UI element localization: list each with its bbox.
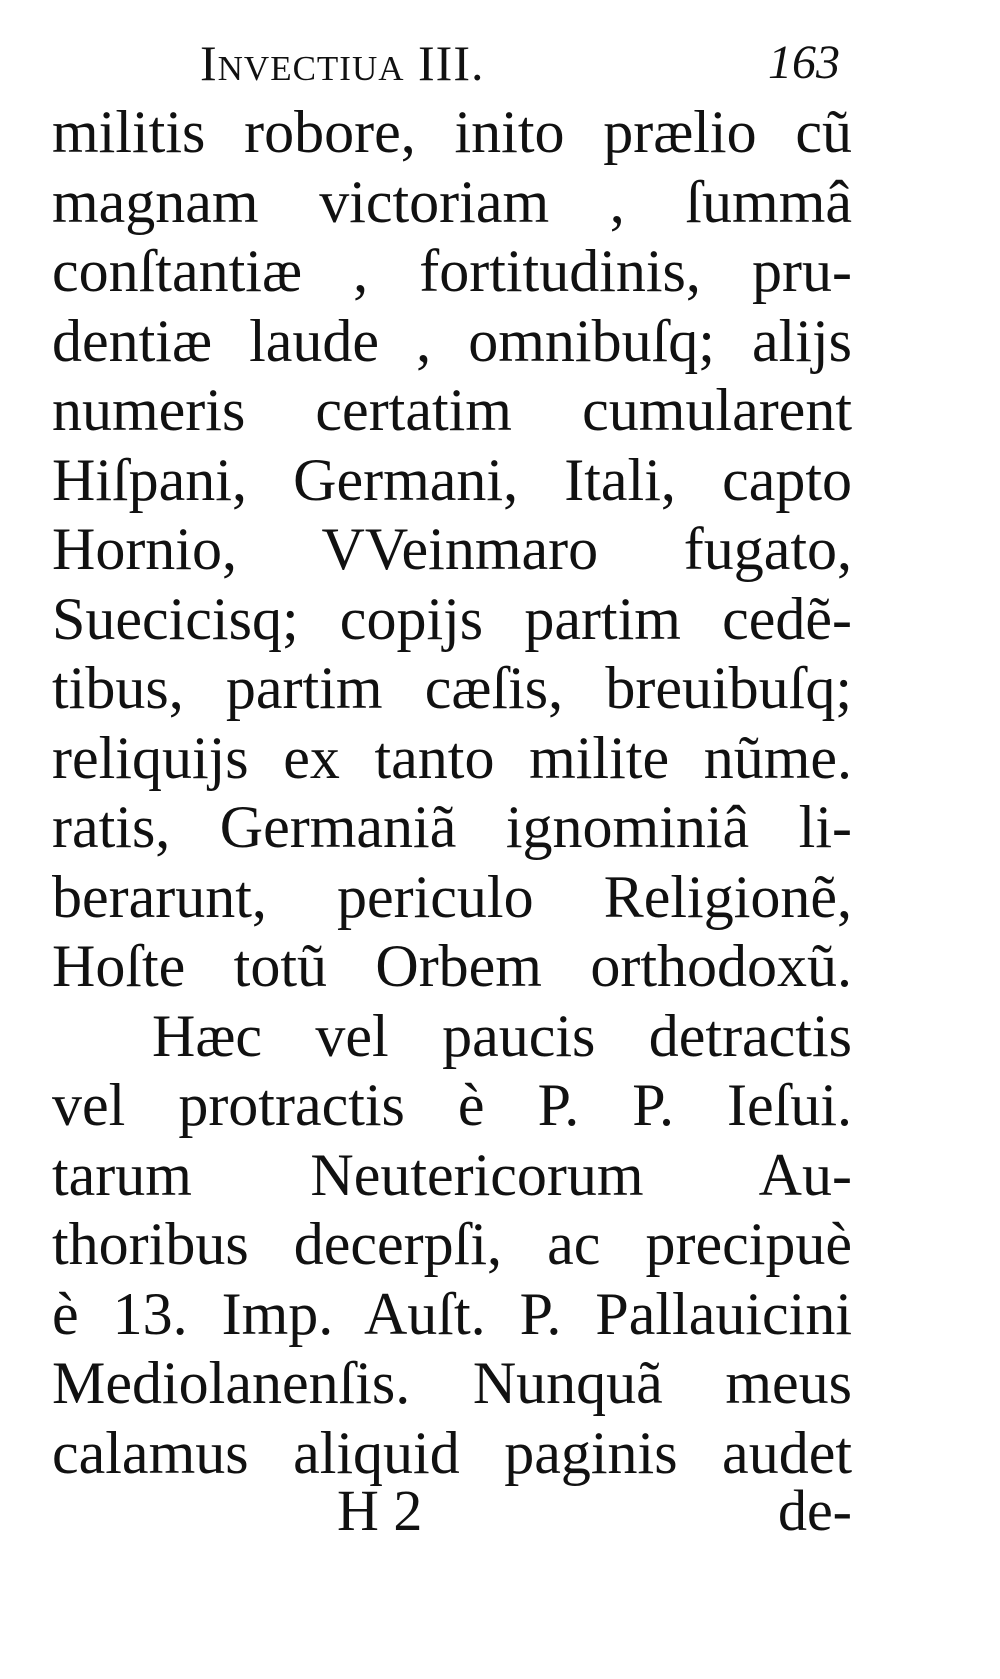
- text-line: Suecicisq; copijs partim cedẽ-: [52, 585, 852, 652]
- text-line: berarunt, periculo Religionẽ,: [52, 863, 852, 930]
- running-title: Invectiua III.: [200, 35, 485, 91]
- text-line: conſtantiæ , fortitudinis, pru-: [52, 238, 852, 304]
- text-line: Hiſpani, Germani, Itali, capto: [52, 446, 852, 513]
- signature-mark: H 2: [337, 1478, 423, 1543]
- text-line: ratis, Germaniã ignominiâ li-: [52, 794, 852, 860]
- text-line: è 13. Imp. Auſt. P. Pallauicini: [52, 1280, 852, 1347]
- text-line: Mediolanenſis. Nunquã meus: [52, 1350, 852, 1416]
- text-line: Hornio, VVeinmaro fugato,: [52, 516, 852, 582]
- running-head: [200, 28, 840, 98]
- text-line: vel protractis è P. P. Ieſui.: [52, 1072, 852, 1138]
- text-line: magnam victoriam , ſummâ: [52, 168, 852, 235]
- text-line: tibus, partim cæſis, breuibuſq;: [52, 655, 852, 721]
- text-line: reliquijs ex tanto milite nũme.: [52, 724, 852, 791]
- text-line: tarum Neutericorum Au-: [52, 1141, 852, 1208]
- text-line: thoribus decerpſi, ac precipuè: [52, 1211, 852, 1277]
- text-line: numeris certatim cumularent: [52, 377, 852, 443]
- body-text: [52, 98, 852, 1488]
- text-line: militis robore, inito prælio cũ: [52, 99, 852, 165]
- page-number: 163: [768, 36, 840, 89]
- paragraph-start-line: Hæc vel paucis detractis: [152, 1002, 852, 1069]
- text-line: Hoſte totũ Orbem orthodoxũ.: [52, 933, 852, 999]
- catchword: de-: [777, 1478, 852, 1543]
- page-footer: [52, 1476, 852, 1546]
- text-line: calamus aliquid paginis audet: [52, 1419, 852, 1486]
- text-line: dentiæ laude , omnibuſq; alijs: [52, 307, 852, 374]
